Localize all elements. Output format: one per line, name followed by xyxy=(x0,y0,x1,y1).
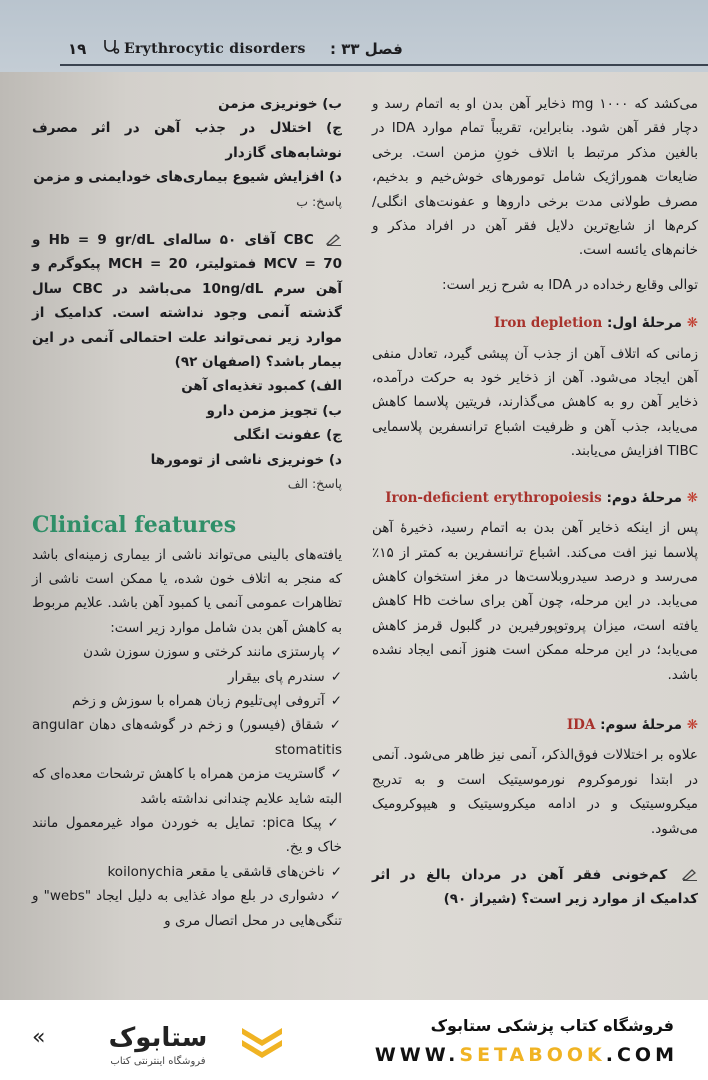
header-title: Erythrocytic disorders xyxy=(124,41,306,57)
option-c: ج) اختلال در جذب آهن در اثر مصرف نوشابه‌های گازدار xyxy=(32,120,342,161)
options-list xyxy=(32,374,342,472)
star-icon: ❋ xyxy=(686,315,698,332)
checkmark-icon: ✓ xyxy=(330,692,342,709)
option-b: ب) خونریزی مزمن xyxy=(218,96,342,112)
question-block xyxy=(32,228,342,374)
prev-answer: پاسخ: ب xyxy=(296,193,342,209)
page-number: ۱۹ xyxy=(68,40,87,58)
intro-paragraph: می‌کشد که ۱۰۰۰ mg ذخایر آهن بدن او به اتمام رسد و دچار فقر آهن شود. بنابراین، تقریباً تمام موارد IDA در بالغین مذکر مرتبط با اتلاف خونِ مزمن است. برخی ضایعات هموراژیک شامل تومورهای خوش‌خیم و بدخیم، مصرف طولانی مدت برخی داروها و عفونت‌های انگلی/ کرم‌ها از شایع‌ترین دلایل فقر آهن در افراد مذکر و خانم‌های یائسه است. xyxy=(372,96,698,259)
symptom-list xyxy=(32,640,342,933)
stage2-heading: ❋ مرحلهٔ دوم: Iron-deficient erythropoiesis xyxy=(385,489,698,506)
pencil-icon xyxy=(682,868,698,881)
stethoscope-icon xyxy=(102,38,120,56)
list-item: ✓دشواری در بلع مواد غذایی به دلیل ایجاد "webs" و تنگی‌هایی در محل اتصال مری و xyxy=(32,888,342,929)
question-text: CBC آقای ۵۰ ساله‌ای Hb = 9 gr/dL و MCV = 70 فمتولیتر، MCH = 20 پیکوگرم و آهن سرم 10ng/dL می‌باشد در CBC سال گذشته آنمی وجود نداشته است. کدامیک از موارد زیر نمی‌تواند علت احتمالی آنمی در این بیمار باشد؟ (اصفهان ۹۲) xyxy=(32,232,342,371)
header-chapter: فصل ۳۳ : xyxy=(330,40,403,58)
option-d: د) خونریزی ناشی از تومورها xyxy=(150,451,342,468)
checkmark-icon: ✓ xyxy=(330,644,342,661)
checkmark-icon: ✓ xyxy=(327,814,342,831)
option-b: ب) تجویز مزمن دارو xyxy=(206,402,342,419)
list-item: ✓ناخن‌های قاشقی یا مقعر koilonychia xyxy=(107,863,342,880)
clinical-intro: یافته‌های بالینی می‌تواند ناشی از بیماری زمینه‌ای باشد که منجر به اتلاف خون شده، یا ممکن است ناشی از تظاهرات عمومی آنمی یا کمبود آهن باشد. علایم مربوط به کاهش آهن بدن شامل موارد زیر است: xyxy=(32,546,342,636)
logo-text: ستابوک xyxy=(108,1023,208,1053)
pencil-icon xyxy=(326,233,342,246)
list-item: ✓پارستزی مانند کرختی و سوزن سوزن شدن xyxy=(83,644,342,661)
stage2-text: پس از اینکه ذخایر آهن بدن به اتمام رسید، ذخیرهٔ آهن پلاسما نیز افت می‌کند. اشباع ترانسفرین به کمتر از ۱۵٪ می‌رسد و درصد سیدروبلاست‌ها در مغز استخوان کاهش می‌یابد. در این مرحله، چون آهن برای ساخت Hb کاهش یافته است، میزان پروتوپورفیرین در گلبول قرمز کاهش می‌یابد؛ در این مرحله ممکن است هنوز آنمی ایجاد نشده باشد. xyxy=(372,520,698,683)
list-item: ✓آتروفی اپی‌تلیوم زبان همراه با سوزش و زخم xyxy=(72,692,342,709)
stage3-heading: ❋ مرحلهٔ سوم: IDA xyxy=(566,716,698,733)
stage1-heading: ❋ مرحلهٔ اول: Iron depletion xyxy=(493,315,698,332)
list-item: ✓سندرم پای بیقرار xyxy=(227,668,342,685)
checkmark-icon: ✓ xyxy=(330,668,342,685)
stage3-text: علاوه بر اختلالات فوق‌الذکر، آنمی نیز ظاهر می‌شود. آنمی در ابتدا نورموکروم نورموسیتیک است و به تدریج میکروسیتیک و در ادامه میکروسیتیک و هیپوکرومیک می‌شود. xyxy=(372,747,698,837)
star-icon: ❋ xyxy=(686,716,698,733)
checkmark-icon: ✓ xyxy=(329,717,343,734)
right-column xyxy=(372,92,698,912)
svg-text:«: « xyxy=(32,1025,46,1050)
checkmark-icon: ✓ xyxy=(330,863,342,880)
option-c: ج) عفونت انگلی xyxy=(233,427,342,444)
header-rule xyxy=(60,64,708,66)
checkmark-icon: ✓ xyxy=(329,888,342,905)
question-text: کم‌خونی فقر آهن در مردان بالغ در اثر کدامیک از موارد زیر است؟ (شیراز ۹۰) xyxy=(372,866,698,908)
clinical-features-title: Clinical features xyxy=(32,511,237,538)
store-footer xyxy=(0,1000,708,1080)
option-d: د) افزایش شیوع بیماری‌های خودایمنی و مزمن xyxy=(33,169,342,186)
checkmark-icon: ✓ xyxy=(330,766,342,783)
answer: پاسخ: الف xyxy=(287,476,342,492)
prev-options xyxy=(32,92,342,190)
page-header xyxy=(0,0,708,72)
list-item: ✓شقاق (فیسور) و زخم در گوشه‌های دهان angular stomatitis xyxy=(32,717,343,758)
list-item: ✓گاستریت مزمن همراه با کاهش ترشحات معده‌ای که البته شاید علایم چندانی نداشته باشد xyxy=(32,766,342,807)
list-item: ✓پیکا pica: تمایل به خوردن مواد غیرمعمول مانند خاک و یخ. xyxy=(32,814,342,856)
stage1-text: زمانی که اتلاف آهن از جذب آن پیشی گیرد، تعادل منفی آهن ایجاد می‌شود. آهن از ذخایر خود به حرکت درآمده، ذخایر آهن رو به کاهش می‌گذارند، فریتین پلاسما کاهش می‌یابد، جذب آهن و ظرفیت اشباع ترانسفرین پلاسمایی TIBC افزایش می‌یابند. xyxy=(372,345,698,460)
logo-subtitle: فروشگاه اینترنتی کتاب xyxy=(110,1056,206,1067)
store-name: فروشگاه کتاب پزشکی ستابوک xyxy=(430,1016,674,1035)
question-block xyxy=(372,863,698,912)
sequence-text: توالی وقایع رخداده در IDA به شرح زیر است: xyxy=(442,276,698,293)
option-a: الف) کمبود تغذیه‌ای آهن xyxy=(181,378,342,395)
setabook-logo xyxy=(28,1014,288,1070)
star-icon: ❋ xyxy=(686,489,698,506)
left-column xyxy=(32,92,342,933)
store-url[interactable]: WWW.SETABOOK.COM xyxy=(374,1044,678,1066)
